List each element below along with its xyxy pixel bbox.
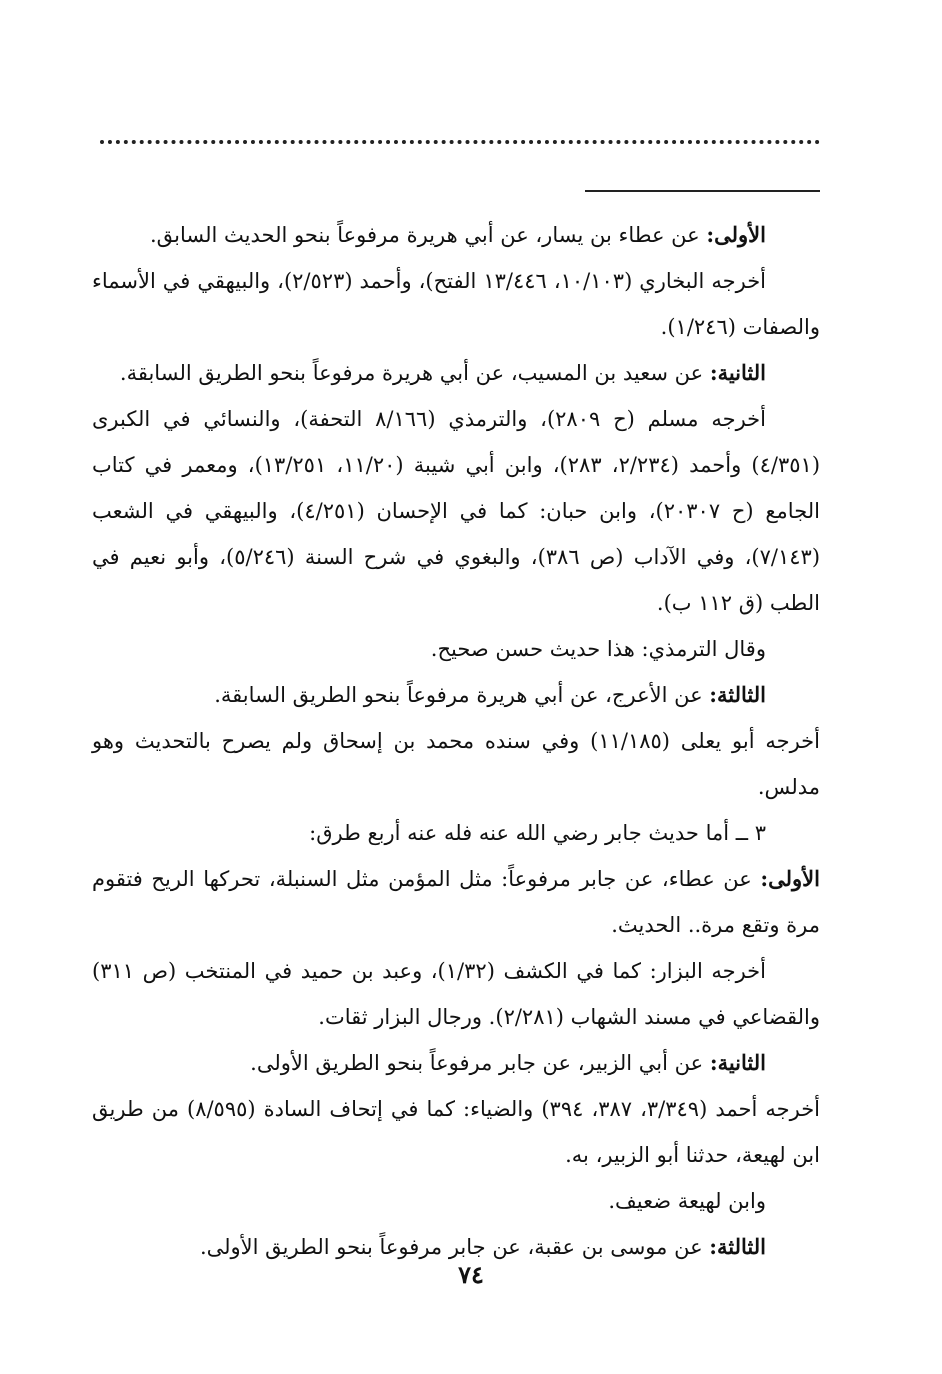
paragraph-10 [92,948,820,1040]
paragraph-3 [92,350,820,396]
paragraph-4 [92,396,820,626]
paragraph-1 [92,212,820,258]
paragraph-6-label: الثالثة: [709,682,766,707]
paragraph-7 [92,718,820,810]
paragraph-1-text: عن عطاء بن يسار، عن أبي هريرة مرفوعاً بنحو الحديث السابق. [149,223,707,247]
paragraph-13 [92,1178,820,1224]
paragraph-5 [92,626,820,672]
paragraph-6 [92,672,820,718]
paragraph-4-text: أخرجه مسلم (ح ٢٨٠٩)، والترمذي (٨/١٦٦ التحفة)، والنسائي في الكبرى (٤/٣٥١) وأحمد (٢/٢٣٤، ٢٨٣)، وابن أبي شيبة (١١/٢٠، ١٣/٢٥١)، ومعمر في كتاب الجامع (ح ٢٠٣٠٧)، وابن حبان: كما في الإحسان (٤/٢٥١)، والبيهقي في الشعب (٧/١٤٣)، وفي الآداب (ص ٣٨٦)، والبغوي في شرح السنة (٥/٢٤٦)، وأبو نعيم في الطب (ق ١١٢ ب). [92,407,821,615]
dotted-separator [100,140,820,144]
paragraph-11-label: الثانية: [709,1050,766,1075]
paragraph-13-text: وابن لهيعة ضعيف. [608,1189,766,1213]
paragraph-3-text: عن سعيد بن المسيب، عن أبي هريرة مرفوعاً بنحو الطريق السابقة. [119,361,710,385]
paragraph-12 [92,1086,820,1178]
paragraph-14-label: الثالثة: [709,1234,766,1259]
paragraph-1-label: الأولى: [706,222,766,247]
paragraph-8 [92,810,820,856]
paragraph-6-text: عن الأعرج، عن أبي هريرة مرفوعاً بنحو الطريق السابقة. [214,683,710,707]
page-number: ٧٤ [458,1260,484,1289]
paragraph-11 [92,1040,820,1086]
paragraph-9-text: عن عطاء، عن جابر مرفوعاً: مثل المؤمن مثل السنبلة، تحركها الريح فتقوم مرة وتقع مرة.. الحديث. [92,867,820,937]
paragraph-5-text: وقال الترمذي: هذا حديث حسن صحيح. [430,637,766,661]
paragraph-11-text: عن أبي الزبير، عن جابر مرفوعاً بنحو الطريق الأولى. [250,1051,710,1075]
paragraph-3-label: الثانية: [709,360,766,385]
footnote-rule [585,190,820,192]
paragraph-8-text: ٣ ــ أما حديث جابر رضي الله عنه فله عنه أربع طرق: [309,821,766,845]
paragraph-7-text: أخرجه أبو يعلى (١١/١٨٥) وفي سنده محمد بن إسحاق ولم يصرح بالتحديث وهو مدلس. [92,729,820,799]
paragraph-12-text: أخرجه أحمد (٣/٣٤٩، ٣٨٧، ٣٩٤) والضياء: كما في إتحاف السادة (٨/٥٩٥) من طريق ابن لهيعة، حدثنا أبو الزبير، به. [92,1097,821,1167]
paragraph-2-text: أخرجه البخاري (١٠/١٠٣، ١٣/٤٤٦ الفتح)، وأحمد (٢/٥٢٣)، والبيهقي في الأسماء والصفات (١/٢٤٦). [92,269,820,339]
paragraph-2 [92,258,820,350]
paragraph-10-text: أخرجه البزار: كما في الكشف (١/٣٢)، وعبد بن حميد في المنتخب (ص ٣١١) والقضاعي في مسند الشهاب (٢/٢٨١). ورجال البزار ثقات. [92,959,820,1029]
paragraph-14-text: عن موسى بن عقبة، عن جابر مرفوعاً بنحو الطريق الأولى. [199,1235,710,1259]
page-body [92,212,820,1270]
paragraph-9 [92,856,820,948]
paragraph-9-label: الأولى: [760,866,820,891]
